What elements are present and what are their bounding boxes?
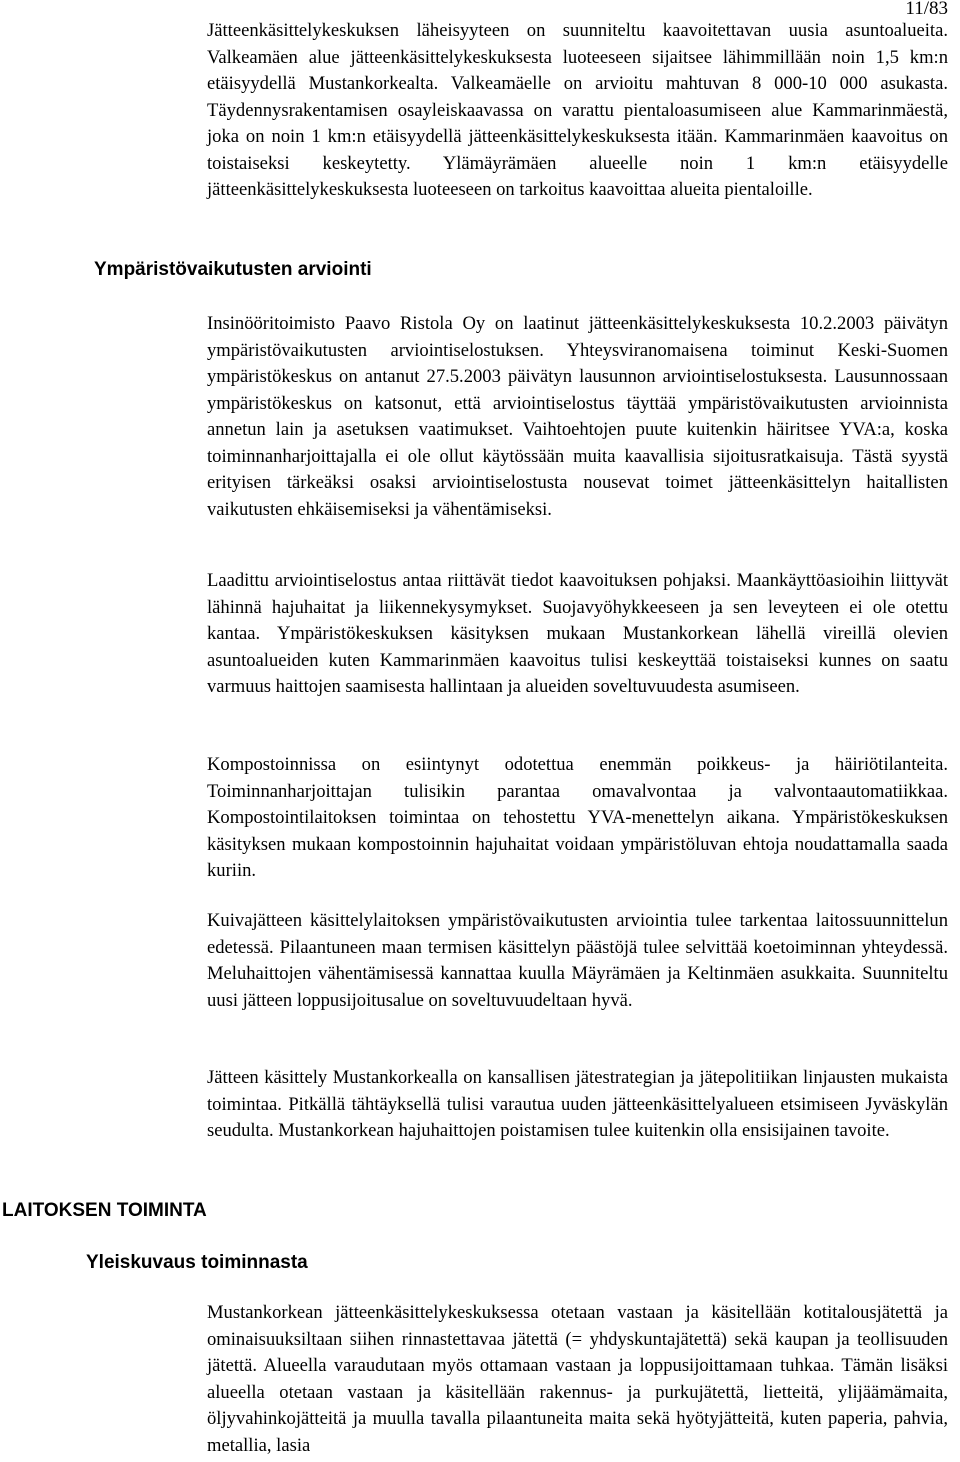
heading-operation-overview: Yleiskuvaus toiminnasta <box>86 1252 308 1273</box>
paragraph-dry-waste-plant: Kuivajätteen käsittelylaitoksen ympäristövaikutusten arviointia tulee tarkentaa laitossuunnittelun edetessä. Pilaantuneen maan termisen käsittelyn päästöjä tulee selvittää koetoiminnan yhteydessä. Meluhaittojen vähentämisessä kannattaa kuulla Mäyrämäen ja Keltinmäen asukkaita. Suunniteltu uusi jätteen loppusijoitusalue on soveltuvuudeltaan hyvä. <box>207 910 948 1011</box>
paragraph-assessment-report: Insinööritoimisto Paavo Ristola Oy on laatinut jätteenkäsittelykeskuksesta 10.2.2003 päivätyn ympäristövaikutusten arviointiselostuksen. Yhteysviranomaisena toiminut Keski-Suomen ympäristökeskus on antanut 27.5.2003 päivätyn lausunnon arviointiselostuksesta. Lausunnossaan ympäristökeskus on katsonut, että arviointiselostus täyttää ympäristövaikutusten arvioinnista annetun lain ja asetuksen vaatimukset. Vaihtoehtojen puute kuitenkin häiritsee YVA:a, koska toiminnanharjoittajalla ei ole ollut käytössään muita kaavallisia sijoitusratkaisuja. Tästä syystä erityisen tärkeäksi osaksi arviointiselostusta nousevat toimet jätteenkäsittelyn haitallisten vaikutusten ehkäisemiseksi ja vähentämiseksi. <box>207 313 948 520</box>
paragraph-residential-areas: Jätteenkäsittelykeskuksen läheisyyteen on suunniteltu kaavoitettavan uusia asuntoalueita. Valkeamäen alue jätteenkäsittelykeskuksesta luoteeseen sijaitsee lähimmillään noin 1,5 km:n etäisyydellä Mustankorkealta. Valkeamäelle on arvioitu mahtuvan 8 000-10 000 asukasta. Täydennysrakentamisen osayleiskaavassa on varattu pientaloasumiseen alue Kammarinmäestä, joka on noin 1 km:n etäisyydellä jätteenkäsittelykeskuksesta itään. Kammarinmäen kaavoitus on toistaiseksi keskeytetty. Ylämäyrämäen alueelle noin 1 km:n etäisyydelle jätteenkäsittelykeskuksesta luoteeseen on tarkoitus kaavoittaa alueita pientaloille. <box>207 20 948 200</box>
heading-environmental-impact-assessment: Ympäristövaikutusten arviointi <box>94 259 372 280</box>
paragraph-accepted-waste-types: Mustankorkean jätteenkäsittelykeskuksessa otetaan vastaan ja käsitellään kotitalousjätettä ja ominaisuuksiltaan siihen rinnastettavaa jätettä (= yhdyskuntajätettä) sekä kaupan ja teollisuuden jätettä. Alueella varaudutaan myös ottamaan vastaan ja loppusijoittamaan tuhkaa. Tämän lisäksi alueella otetaan vastaan ja käsitellään rakennus- ja purkujätettä, lietteitä, ylijäämämaita, öljyvahinkojätteitä ja muulla tavalla pilaantuneita maita sekä hyötyjätteitä, kuten paperia, pahvia, metallia, lasia <box>207 1302 948 1456</box>
paragraph-composting: Kompostoinnissa on esiintynyt odotettua enemmän poikkeus- ja häiriötilanteita. Toiminnanharjoittajan tulisikin parantaa omavalvontaa ja valvontaautomatiikkaa. Kompostointilaitoksen toimintaa on tehostettu YVA-menettelyn aikana. Ympäristökeskuksen käsityksen mukaan kompostoinnin hajuhaitat voidaan ympäristöluvan ehtoja noudattamalla saada kuriin. <box>207 754 948 881</box>
page-number: 11/83 <box>905 0 948 19</box>
paragraph-zoning-basis: Laadittu arviointiselostus antaa riittävät tiedot kaavoituksen pohjaksi. Maankäyttöasioihin liittyvät lähinnä hajuhaitat ja liikennekysymykset. Suojavyöhykkeeseen ja sen leveyteen ei ole otettu kantaa. Ympäristökeskuksen käsityksen mukaan Mustankorkean lähellä vireillä olevien asuntoalueiden kuten Kammarinmäen kaavoitus tulisi keskeyttää toistaiseksi kunnes on saatu varmuus haittojen saamisesta hallintaan ja alueiden soveltuvuudesta asumiseen. <box>207 570 948 697</box>
heading-facility-operation: LAITOKSEN TOIMINTA <box>2 1200 207 1221</box>
paragraph-waste-strategy: Jätteen käsittely Mustankorkealla on kansallisen jätestrategian ja jätepolitiikan linjausten mukaista toimintaa. Pitkällä tähtäyksellä tulisi varautua uuden jätteenkäsittelyalueen etsimiseen Jyväskylän seudulta. Mustankorkean hajuhaittojen poistamisen tulee kuitenkin olla ensisijainen tavoite. <box>207 1067 948 1141</box>
